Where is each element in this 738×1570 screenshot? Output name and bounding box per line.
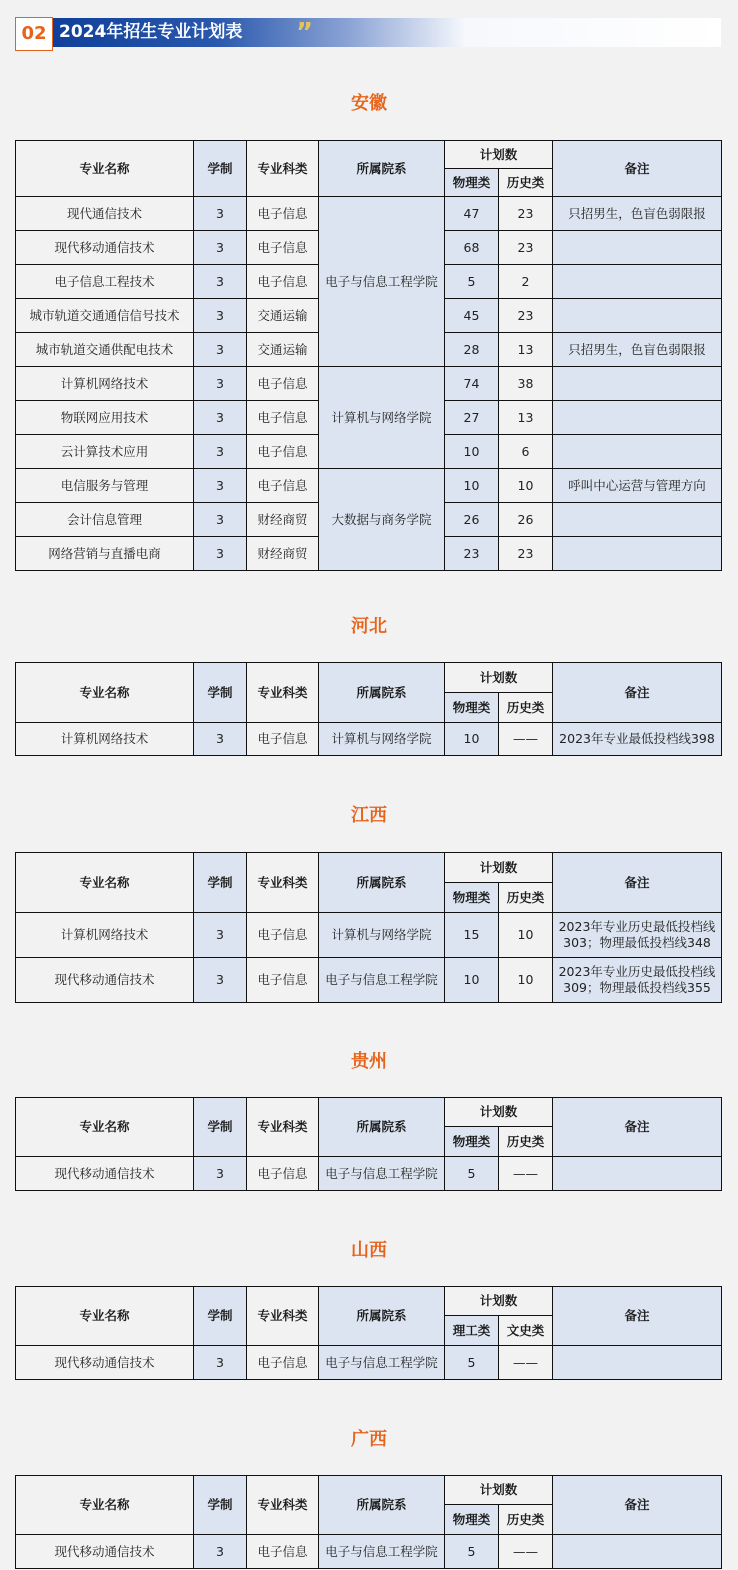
cell-years: 3 <box>194 367 247 401</box>
table-jiangxi <box>15 852 722 1003</box>
cell-note: 只招男生，色盲色弱限报 <box>553 333 722 367</box>
cell-physics: 10 <box>445 469 499 503</box>
cell-physics: 10 <box>445 723 499 756</box>
cell-note <box>553 1157 722 1191</box>
cell-history: 38 <box>499 367 553 401</box>
cell-category: 电子信息 <box>247 958 319 1003</box>
header-history: 历史类 <box>499 1127 553 1157</box>
header-category: 专业科类 <box>247 1098 319 1157</box>
cell-note <box>553 1535 722 1569</box>
header-history: 历史类 <box>499 883 553 913</box>
cell-college: 计算机与网络学院 <box>319 367 445 469</box>
cell-physics: 74 <box>445 367 499 401</box>
cell-note <box>553 401 722 435</box>
cell-college: 计算机与网络学院 <box>319 723 445 756</box>
cell-years: 3 <box>194 1535 247 1569</box>
cell-note <box>553 435 722 469</box>
cell-years: 3 <box>194 299 247 333</box>
cell-category: 电子信息 <box>247 1157 319 1191</box>
header-college: 所属院系 <box>319 1287 445 1346</box>
cell-category: 电子信息 <box>247 231 319 265</box>
header-major: 专业名称 <box>16 1098 194 1157</box>
header-category: 专业科类 <box>247 853 319 913</box>
header-note: 备注 <box>553 1098 722 1157</box>
header-note: 备注 <box>553 663 722 723</box>
header-major: 专业名称 <box>16 853 194 913</box>
cell-years: 3 <box>194 723 247 756</box>
header-note: 备注 <box>553 1287 722 1346</box>
cell-history: 13 <box>499 401 553 435</box>
cell-history: —— <box>499 1346 553 1380</box>
cell-years: 3 <box>194 231 247 265</box>
cell-category: 电子信息 <box>247 1535 319 1569</box>
quote-icon: ” <box>296 18 314 48</box>
cell-category: 电子信息 <box>247 435 319 469</box>
note-line: 309；物理最低投档线355 <box>563 980 711 995</box>
table-hebei <box>15 662 722 756</box>
section-header <box>15 17 721 51</box>
cell-years: 3 <box>194 958 247 1003</box>
cell-major: 现代移动通信技术 <box>16 1346 194 1380</box>
cell-physics: 5 <box>445 1157 499 1191</box>
header-years: 学制 <box>194 663 247 723</box>
header-plan: 计划数 <box>445 1287 553 1316</box>
cell-years: 3 <box>194 265 247 299</box>
cell-history: —— <box>499 723 553 756</box>
header-years: 学制 <box>194 1098 247 1157</box>
cell-physics: 28 <box>445 333 499 367</box>
province-title-jiangxi: 江西 <box>351 805 387 826</box>
table-row <box>16 1157 722 1191</box>
header-plan: 计划数 <box>445 1098 553 1127</box>
cell-physics: 47 <box>445 197 499 231</box>
cell-college: 大数据与商务学院 <box>319 469 445 571</box>
header-plan: 计划数 <box>445 141 553 169</box>
cell-major: 云计算技术应用 <box>16 435 194 469</box>
province-title-anhui: 安徽 <box>351 93 387 114</box>
cell-physics: 10 <box>445 958 499 1003</box>
header-note: 备注 <box>553 853 722 913</box>
header-science: 理工类 <box>445 1316 499 1346</box>
province-title-guangxi: 广西 <box>351 1429 387 1450</box>
table-row <box>16 197 722 231</box>
cell-category: 电子信息 <box>247 1346 319 1380</box>
cell-college: 电子与信息工程学院 <box>319 1346 445 1380</box>
cell-major: 城市轨道交通供配电技术 <box>16 333 194 367</box>
province-title-guizhou: 贵州 <box>351 1051 387 1072</box>
table-guangxi <box>15 1475 722 1569</box>
cell-history: 10 <box>499 958 553 1003</box>
cell-physics: 68 <box>445 231 499 265</box>
cell-years: 3 <box>194 1346 247 1380</box>
header-years: 学制 <box>194 141 247 197</box>
header-title: 2024年招生专业计划表 <box>59 22 243 42</box>
cell-category: 电子信息 <box>247 367 319 401</box>
cell-major: 电信服务与管理 <box>16 469 194 503</box>
cell-major: 物联网应用技术 <box>16 401 194 435</box>
header-physics: 物理类 <box>445 883 499 913</box>
cell-years: 3 <box>194 537 247 571</box>
header-major: 专业名称 <box>16 1476 194 1535</box>
cell-major: 现代移动通信技术 <box>16 958 194 1003</box>
cell-note <box>553 265 722 299</box>
header-history: 历史类 <box>499 169 553 197</box>
cell-history: —— <box>499 1535 553 1569</box>
cell-note <box>553 231 722 265</box>
cell-history: 23 <box>499 537 553 571</box>
cell-note <box>553 503 722 537</box>
cell-note <box>553 1346 722 1380</box>
header-category: 专业科类 <box>247 1476 319 1535</box>
header-history: 历史类 <box>499 1505 553 1535</box>
header-college: 所属院系 <box>319 663 445 723</box>
header-plan: 计划数 <box>445 853 553 883</box>
cell-physics: 5 <box>445 1535 499 1569</box>
table-row <box>16 913 722 958</box>
cell-physics: 27 <box>445 401 499 435</box>
header-years: 学制 <box>194 1287 247 1346</box>
cell-note: 呼叫中心运营与管理方向 <box>553 469 722 503</box>
cell-note <box>553 913 722 958</box>
header-college: 所属院系 <box>319 1476 445 1535</box>
cell-category: 电子信息 <box>247 401 319 435</box>
table-row <box>16 958 722 1003</box>
table-row <box>16 1535 722 1569</box>
cell-history: 10 <box>499 469 553 503</box>
province-title-hebei: 河北 <box>351 616 387 637</box>
cell-category: 电子信息 <box>247 265 319 299</box>
cell-college: 电子与信息工程学院 <box>319 1535 445 1569</box>
header-physics: 物理类 <box>445 1505 499 1535</box>
cell-history: 10 <box>499 913 553 958</box>
cell-physics: 23 <box>445 537 499 571</box>
header-history: 历史类 <box>499 693 553 723</box>
cell-history: 23 <box>499 197 553 231</box>
cell-note <box>553 367 722 401</box>
cell-years: 3 <box>194 401 247 435</box>
cell-major: 计算机网络技术 <box>16 367 194 401</box>
header-physics: 物理类 <box>445 1127 499 1157</box>
cell-physics: 15 <box>445 913 499 958</box>
cell-physics: 10 <box>445 435 499 469</box>
table-row <box>16 723 722 756</box>
cell-physics: 26 <box>445 503 499 537</box>
table-guizhou <box>15 1097 722 1191</box>
cell-category: 电子信息 <box>247 197 319 231</box>
cell-history: 13 <box>499 333 553 367</box>
note-line: 2023年专业历史最低投档线 <box>558 964 716 979</box>
cell-college: 电子与信息工程学院 <box>319 197 445 367</box>
cell-history: 6 <box>499 435 553 469</box>
header-category: 专业科类 <box>247 663 319 723</box>
cell-major: 会计信息管理 <box>16 503 194 537</box>
cell-category: 电子信息 <box>247 913 319 958</box>
cell-history: —— <box>499 1157 553 1191</box>
header-plan: 计划数 <box>445 663 553 693</box>
header-major: 专业名称 <box>16 141 194 197</box>
section-number: 02 <box>15 17 53 51</box>
header-years: 学制 <box>194 853 247 913</box>
header-physics: 物理类 <box>445 693 499 723</box>
cell-major: 计算机网络技术 <box>16 913 194 958</box>
table-row <box>16 1346 722 1380</box>
cell-major: 电子信息工程技术 <box>16 265 194 299</box>
header-college: 所属院系 <box>319 1098 445 1157</box>
cell-years: 3 <box>194 469 247 503</box>
table-row <box>16 367 722 401</box>
cell-major: 计算机网络技术 <box>16 723 194 756</box>
header-category: 专业科类 <box>247 1287 319 1346</box>
cell-major: 现代移动通信技术 <box>16 231 194 265</box>
header-note: 备注 <box>553 1476 722 1535</box>
cell-college: 计算机与网络学院 <box>319 913 445 958</box>
cell-years: 3 <box>194 435 247 469</box>
header-college: 所属院系 <box>319 141 445 197</box>
cell-years: 3 <box>194 503 247 537</box>
cell-major: 城市轨道交通通信信号技术 <box>16 299 194 333</box>
header-major: 专业名称 <box>16 1287 194 1346</box>
cell-note <box>553 299 722 333</box>
cell-years: 3 <box>194 913 247 958</box>
header-physics: 物理类 <box>445 169 499 197</box>
cell-college: 电子与信息工程学院 <box>319 1157 445 1191</box>
note-line: 303；物理最低投档线348 <box>563 935 711 950</box>
province-title-shanxi: 山西 <box>351 1240 387 1261</box>
cell-years: 3 <box>194 197 247 231</box>
cell-years: 3 <box>194 333 247 367</box>
cell-major: 现代通信技术 <box>16 197 194 231</box>
cell-physics: 5 <box>445 265 499 299</box>
cell-history: 26 <box>499 503 553 537</box>
table-row <box>16 469 722 503</box>
cell-history: 23 <box>499 231 553 265</box>
cell-major: 网络营销与直播电商 <box>16 537 194 571</box>
header-years: 学制 <box>194 1476 247 1535</box>
cell-note <box>553 958 722 1003</box>
cell-major: 现代移动通信技术 <box>16 1535 194 1569</box>
cell-note: 只招男生，色盲色弱限报 <box>553 197 722 231</box>
cell-major: 现代移动通信技术 <box>16 1157 194 1191</box>
header-category: 专业科类 <box>247 141 319 197</box>
cell-category: 交通运输 <box>247 299 319 333</box>
cell-note: 2023年专业最低投档线398 <box>553 723 722 756</box>
header-arts: 文史类 <box>499 1316 553 1346</box>
cell-physics: 5 <box>445 1346 499 1380</box>
cell-category: 电子信息 <box>247 469 319 503</box>
header-college: 所属院系 <box>319 853 445 913</box>
cell-physics: 45 <box>445 299 499 333</box>
table-shanxi <box>15 1286 722 1380</box>
header-plan: 计划数 <box>445 1476 553 1505</box>
cell-history: 2 <box>499 265 553 299</box>
table-anhui <box>15 140 722 571</box>
cell-history: 23 <box>499 299 553 333</box>
header-major: 专业名称 <box>16 663 194 723</box>
cell-category: 财经商贸 <box>247 503 319 537</box>
cell-category: 电子信息 <box>247 723 319 756</box>
cell-category: 交通运输 <box>247 333 319 367</box>
cell-years: 3 <box>194 1157 247 1191</box>
header-note: 备注 <box>553 141 722 197</box>
cell-category: 财经商贸 <box>247 537 319 571</box>
cell-note <box>553 537 722 571</box>
note-line: 2023年专业历史最低投档线 <box>558 919 716 934</box>
cell-college: 电子与信息工程学院 <box>319 958 445 1003</box>
